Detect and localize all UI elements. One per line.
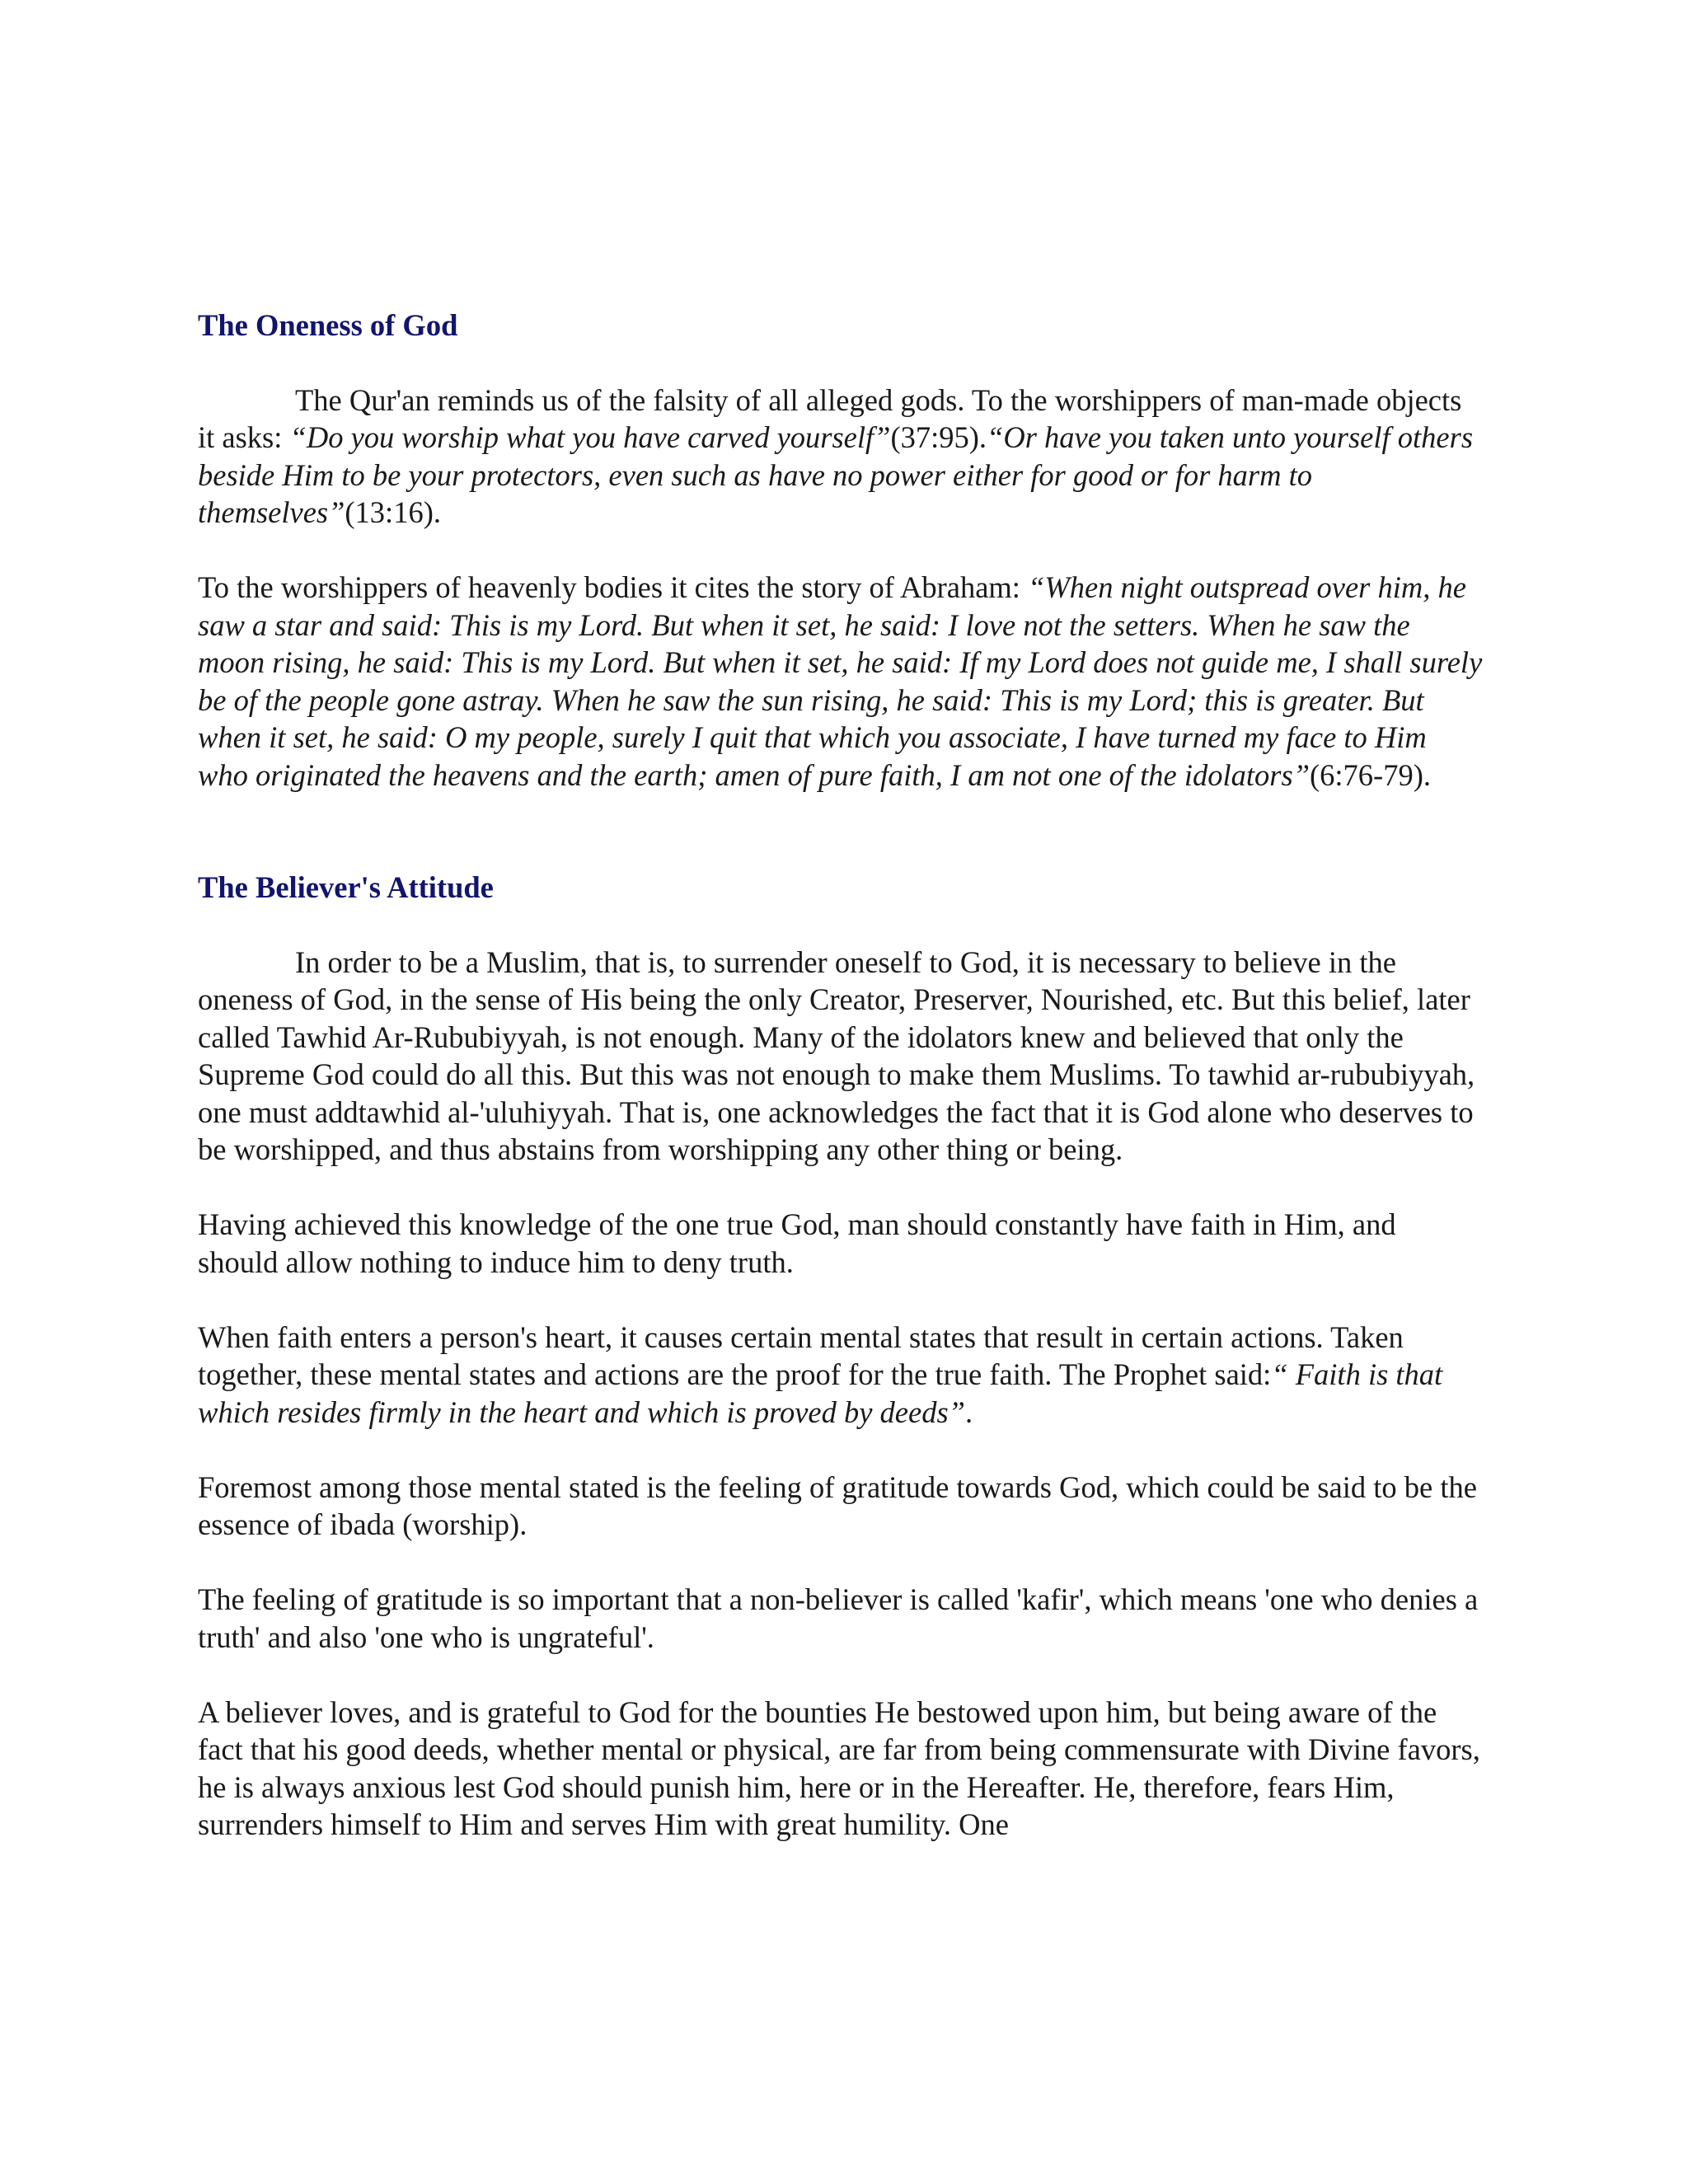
paragraph-abraham-story bbox=[198, 569, 1484, 794]
section-heading-believers-attitude: The Believer's Attitude bbox=[198, 870, 494, 904]
section-heading-oneness-of-god: The Oneness of God bbox=[198, 308, 458, 342]
paragraph-text: When faith enters a person's heart, it causes certain mental states that result in certain actions. Taken together, these mental states and actions are the proof for the true faith. The Prophet said: bbox=[198, 1319, 1404, 1391]
quran-quote: “Or have you taken unto yourself others beside Him to be your protectors, even such as have no power either for good or for harm to themselves” bbox=[198, 420, 1474, 529]
paragraph-gratitude-essence: Foremost among those mental stated is the feeling of gratitude towards God, which could be said to be the essence of ibada (worship). bbox=[198, 1469, 1477, 1541]
paragraph-faith-heart bbox=[198, 1319, 1484, 1432]
paragraph-kafir-meaning: The feeling of gratitude is so important that a non-believer is called 'kafir', which means 'one who denies a truth' and also 'one who is ungrateful'. bbox=[198, 1582, 1479, 1654]
quran-quote: “Do you worship what you have carved yourself” bbox=[289, 420, 891, 454]
paragraph-text: The Qur'an reminds us of the falsity of all alleged gods. To the worshippers of man-made objects it asks: bbox=[198, 382, 1462, 454]
paragraph-tawhid: In order to be a Muslim, that is, to surrender oneself to God, it is necessary to believe in the oneness of God, in the sense of His being the only Creator, Preserver, Nourished, etc. But this belief, later called Tawhid Ar-Rububiyyah, is not enough. Many of the idolators knew and believed that only the Supreme God could do all this. But this was not enough to make them Muslims. To tawhid ar-rububiyyah, one must addtawhid al-'uluhiyyah. That is, one acknowledges the fact that it is God alone who deserves to be worshipped, and thus abstains from worshipping any other thing or being. bbox=[198, 944, 1475, 1166]
paragraph-knowledge: Having achieved this knowledge of the one true God, man should constantly have faith in Him, and should allow nothing to induce him to deny truth. bbox=[198, 1207, 1396, 1279]
verse-reference: (37:95). bbox=[890, 420, 987, 454]
verse-reference: (13:16). bbox=[345, 495, 441, 529]
quran-quote: “When night outspread over him, he saw a star and said: This is my Lord. But when it set, he said: I love not the setters. When he saw the moon rising, he said: This is my Lord. But when it set, he said: If my Lord does not guide me, I shall surely be of the people gone astray. When he saw the sun rising, he said: This is my Lord; this is greater. But when it set, he said: O my people, surely I quit that which you associate, I have turned my face to Him who originated the heavens and the earth; amen of pure faith, I am not one of the idolators” bbox=[198, 570, 1483, 792]
paragraph-believer-loves: A believer loves, and is grateful to God for the bounties He bestowed upon him, but being aware of the fact that his good deeds, whether mental or physical, are far from being commensurate with Divine favors, he is always anxious lest God should punish him, here or in the Hereafter. He, therefore, fears Him, surrenders himself to Him and serves Him with great humility. One bbox=[198, 1694, 1480, 1841]
paragraph-text: To the worshippers of heavenly bodies it cites the story of Abraham: bbox=[198, 570, 1029, 604]
paragraph-text: . bbox=[964, 1394, 973, 1429]
verse-reference: (6:76-79). bbox=[1310, 757, 1431, 792]
document-content bbox=[198, 307, 1484, 1844]
paragraph-false-gods bbox=[198, 382, 1484, 532]
hadith-quote: “ Faith is that which resides firmly in the heart and which is proved by deeds” bbox=[198, 1357, 1443, 1429]
